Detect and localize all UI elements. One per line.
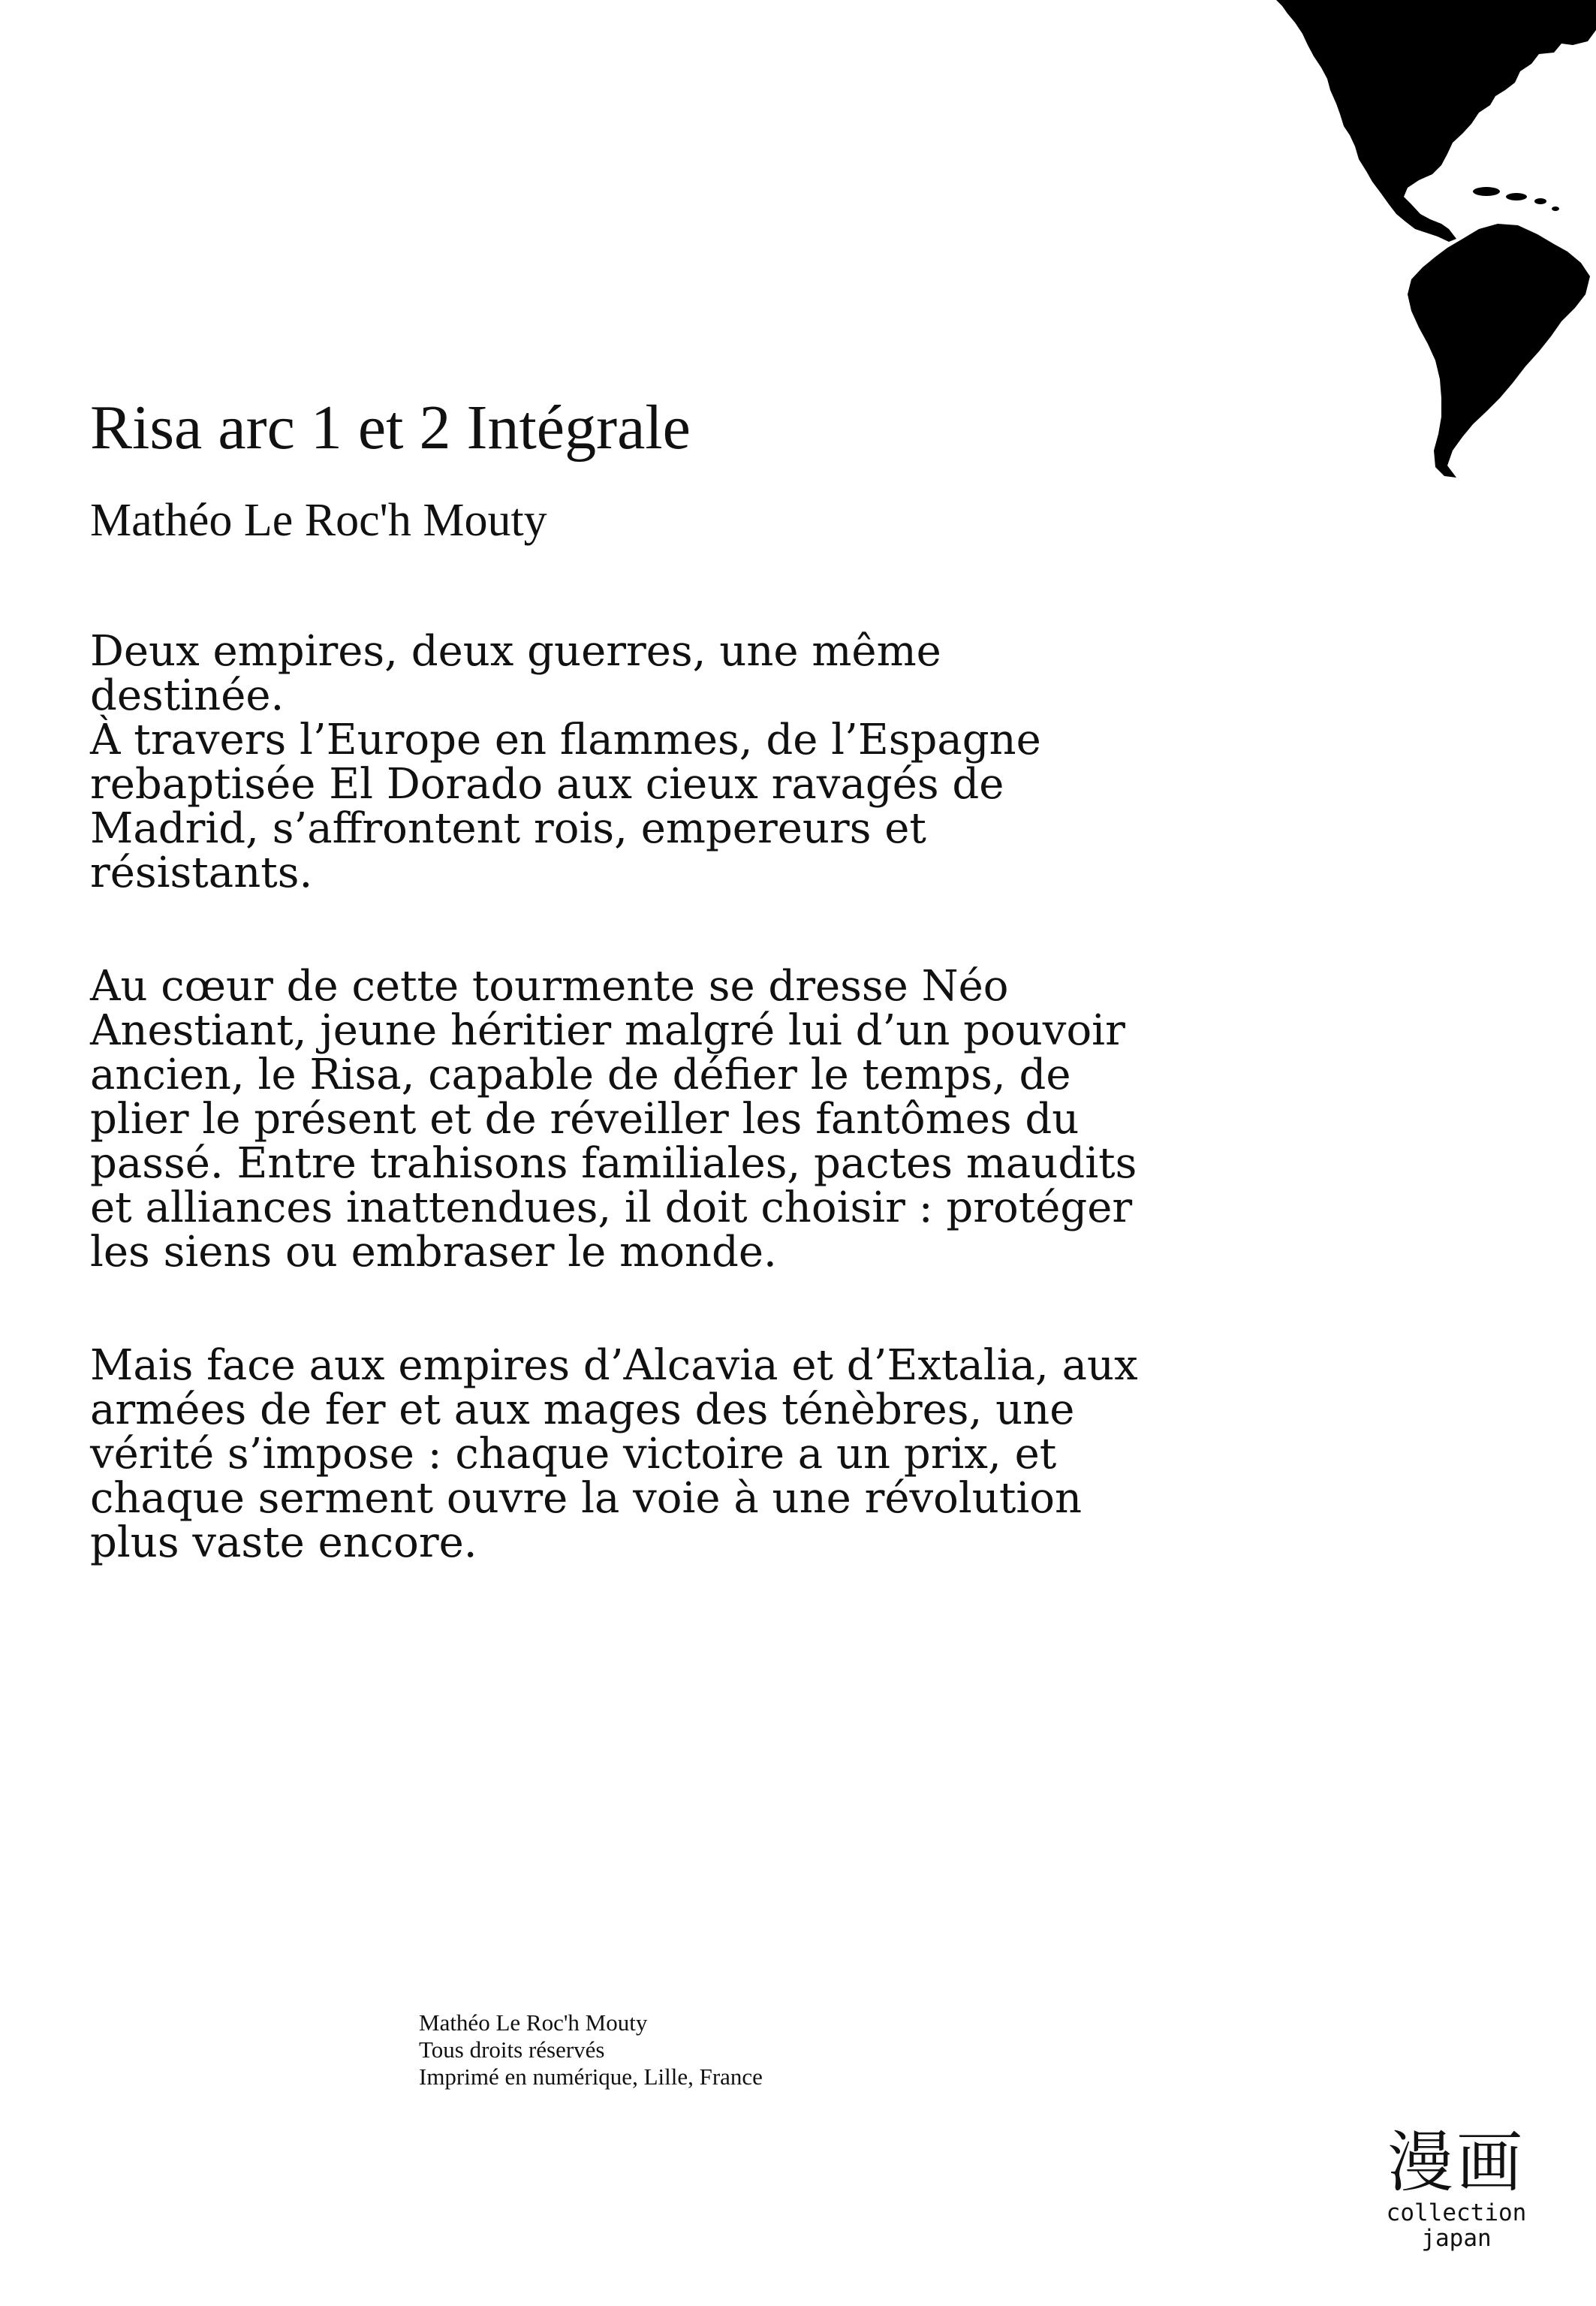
book-author: Mathéo Le Roc'h Mouty (90, 495, 547, 546)
logo-line-collection: collection (1386, 2199, 1527, 2226)
blurb-line: Anestiant, jeune héritier malgré lui d’un pouvoir (90, 1006, 1125, 1055)
back-cover-blurb (90, 629, 1216, 1634)
blurb-line: Mais face aux empires d’Alcavia et d’Extalia, aux (90, 1341, 1138, 1390)
blurb-paragraph-1 (90, 629, 1216, 895)
blurb-line: plier le présent et de réveiller les fantômes du (90, 1095, 1080, 1144)
blurb-line: armées de fer et aux mages des ténèbres, une (90, 1385, 1075, 1434)
blurb-line: et alliances inattendues, il doit choisir : protéger (90, 1183, 1133, 1232)
blurb-line: destinée. (90, 671, 285, 720)
logo-kanji: 漫画 (1387, 2124, 1525, 2201)
americas-map-icon (961, 0, 1596, 488)
blurb-line: passé. Entre trahisons familiales, pactes maudits (90, 1139, 1137, 1188)
blurb-line: Deux empires, deux guerres, une même (90, 627, 941, 676)
blurb-line: Madrid, s’affrontent rois, empereurs et (90, 804, 926, 853)
imprint-printed: Imprimé en numérique, Lille, France (419, 2063, 763, 2090)
blurb-paragraph-2 (90, 962, 1216, 1277)
blurb-paragraph-3 (90, 1343, 1216, 1565)
blurb-line: résistants. (90, 849, 313, 897)
imprint (419, 2009, 763, 2090)
imprint-rights: Tous droits réservés (419, 2036, 605, 2063)
book-title: Risa arc 1 et 2 Intégrale (90, 393, 691, 463)
blurb-line: À travers l’Europe en flammes, de l’Espagne (90, 716, 1041, 764)
blurb-line: ancien, le Risa, capable de défier le temps, de (90, 1051, 1071, 1099)
collection-logo (1374, 2125, 1539, 2251)
blurb-line: rebaptisée El Dorado aux cieux ravagés de (90, 760, 1004, 809)
blurb-line: plus vaste encore. (90, 1518, 477, 1567)
blurb-line: vérité s’impose : chaque victoire a un prix, et (90, 1430, 1057, 1479)
logo-line-japan: japan (1421, 2225, 1492, 2252)
blurb-line: les siens ou embraser le monde. (90, 1228, 777, 1277)
blurb-line: Au cœur de cette tourmente se dresse Néo (90, 962, 1009, 1011)
imprint-author: Mathéo Le Roc'h Mouty (419, 2009, 648, 2036)
blurb-line: chaque serment ouvre la voie à une révolution (90, 1474, 1083, 1523)
